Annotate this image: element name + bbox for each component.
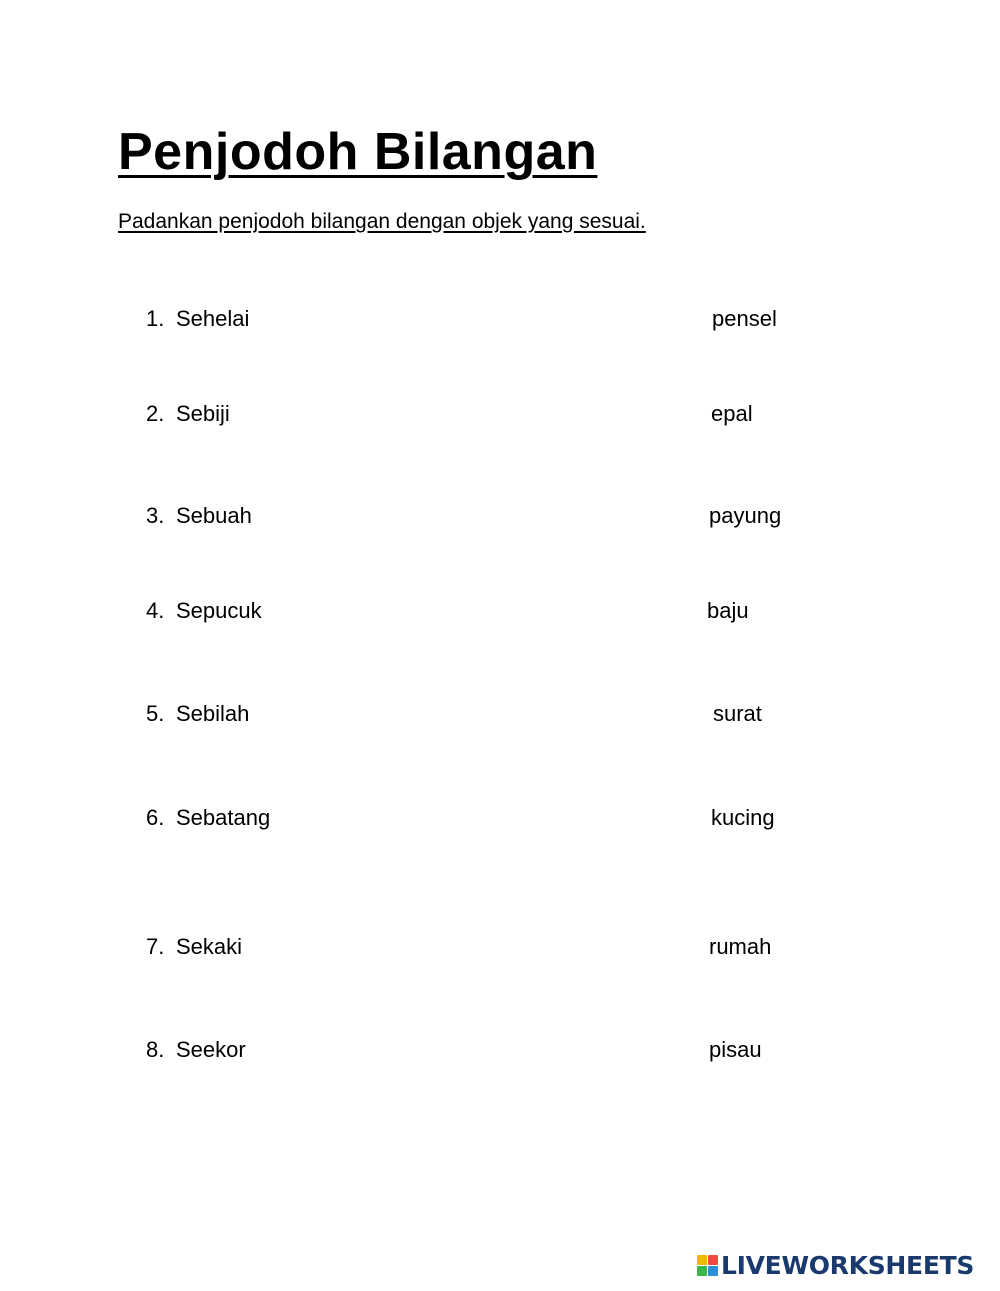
item-label: Sepucuk (176, 598, 262, 623)
item-label: Seekor (176, 1037, 246, 1062)
right-item-1: pensel (712, 306, 777, 331)
worksheet-instruction: Padankan penjodoh bilangan dengan objek yang sesuai. (118, 210, 646, 233)
item-number: 2. (146, 401, 165, 426)
left-item-6 (146, 805, 270, 831)
item-number: 8. (146, 1037, 165, 1062)
logo-block (708, 1255, 718, 1265)
item-number: 1. (146, 306, 165, 331)
right-item-6: kucing (711, 805, 775, 830)
item-label: Sehelai (176, 306, 250, 331)
logo-block (697, 1266, 707, 1276)
item-label: Sekaki (176, 934, 243, 959)
left-item-2 (146, 401, 230, 427)
liveworksheets-logo-icon (697, 1255, 718, 1276)
item-number: 6. (146, 805, 165, 830)
logo-block (708, 1266, 718, 1276)
item-number: 3. (146, 503, 165, 528)
right-item-3: payung (709, 503, 782, 528)
left-item-3 (146, 503, 252, 529)
item-number: 7. (146, 934, 165, 959)
left-item-1 (146, 306, 249, 332)
item-label: Sebilah (176, 701, 250, 726)
item-number: 5. (146, 701, 165, 726)
left-item-7 (146, 934, 242, 960)
left-item-8 (146, 1037, 246, 1063)
watermark-text: LIVEWORKSHEETS (721, 1251, 975, 1280)
left-item-4 (146, 598, 262, 624)
right-item-8: pisau (709, 1037, 762, 1062)
liveworksheets-watermark (697, 1253, 974, 1278)
item-label: Sebuah (176, 503, 252, 528)
right-item-2: epal (711, 401, 753, 426)
right-item-4: baju (707, 598, 749, 623)
right-item-5: surat (713, 701, 762, 726)
logo-block (697, 1255, 707, 1265)
worksheet-title: Penjodoh Bilangan (118, 123, 598, 181)
item-label: Sebatang (176, 805, 271, 830)
left-item-5 (146, 701, 249, 727)
right-item-7: rumah (709, 934, 772, 959)
item-number: 4. (146, 598, 165, 623)
item-label: Sebiji (176, 401, 230, 426)
